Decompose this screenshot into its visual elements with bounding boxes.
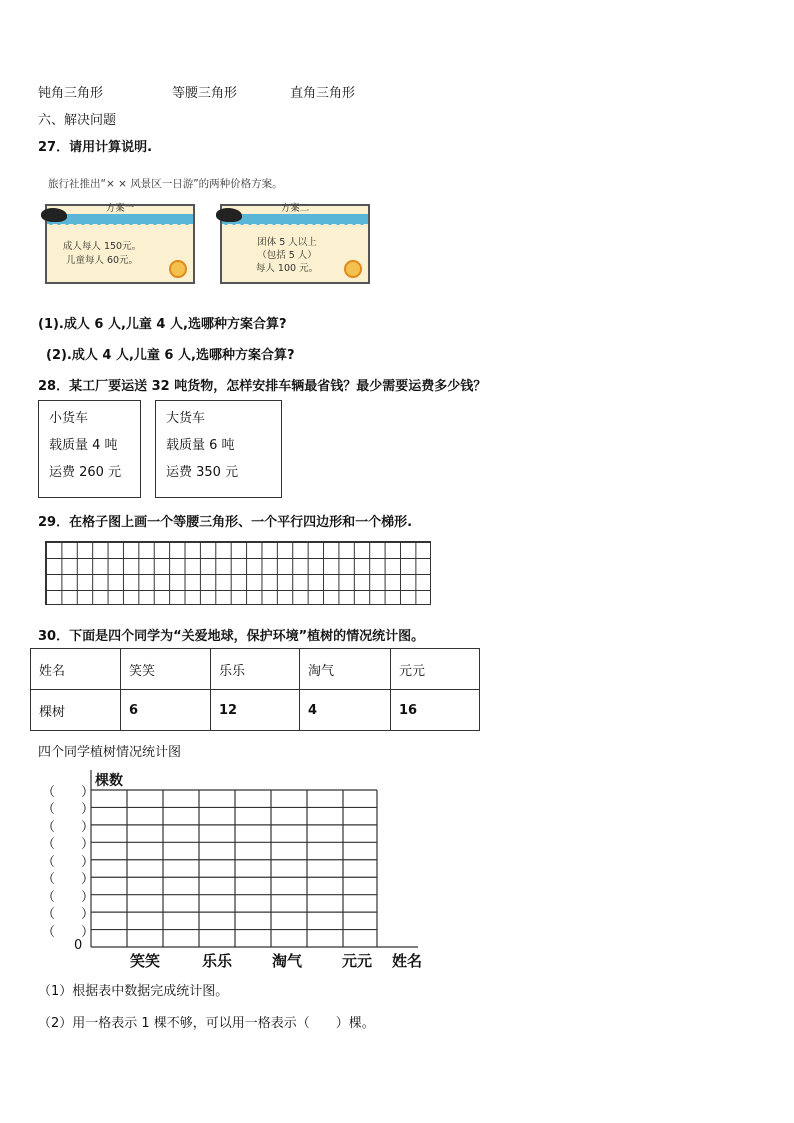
plan2-line: 每人 100 元。 <box>255 263 319 274</box>
x-axis-label: 姓名 <box>392 952 423 970</box>
y-tick-blank[interactable]: （ ） <box>42 802 95 818</box>
chart-grid <box>91 770 418 947</box>
q29-title: 29．在格子图上画一个等腰三角形、一个平行四边形和一个梯形. <box>38 515 413 530</box>
y-tick-blank[interactable]: （ ） <box>42 889 95 905</box>
lion-icon <box>344 260 362 278</box>
large-truck-name: 大货车 <box>166 411 206 426</box>
chart-title: 四个同学植树情况统计图 <box>38 745 182 760</box>
y-tick-blank[interactable]: （ ） <box>42 819 95 835</box>
q27-sub1: (1).成人 6 人,儿童 4 人,选哪种方案合算? <box>38 317 287 332</box>
small-truck-name: 小货车 <box>49 411 89 426</box>
plan2-line: （包括 5 人） <box>257 250 317 261</box>
q27-sub2: (2).成人 4 人,儿童 6 人,选哪种方案合算? <box>46 348 295 363</box>
q30-sub2: （2）用一格表示 1 棵不够，可以用一格表示（ ）棵。 <box>38 1016 375 1031</box>
x-tick-label: 乐乐 <box>202 952 233 970</box>
origin-label: 0 <box>74 938 83 953</box>
drawing-grid[interactable] <box>45 541 431 605</box>
large-truck-box <box>155 400 282 498</box>
small-truck-fee: 运费 260 元 <box>49 465 122 480</box>
table-row <box>31 649 480 690</box>
table-cell: 笑笑 <box>121 649 211 690</box>
plan1-title: 方案一 <box>105 203 135 214</box>
table-cell: 姓名 <box>31 649 121 690</box>
y-tick-blank[interactable]: （ ） <box>42 785 95 800</box>
table-cell: 棵树 <box>31 690 121 731</box>
small-truck-box <box>38 400 141 498</box>
small-truck-load: 载质量 4 吨 <box>49 438 118 453</box>
triangle-label-isosceles: 等腰三角形 <box>172 86 238 101</box>
table-cell: 淘气 <box>300 649 391 690</box>
table-row <box>31 690 480 731</box>
q30-sub1: （1）根据表中数据完成统计图。 <box>38 984 229 999</box>
y-tick-blank[interactable]: （ ） <box>42 907 95 923</box>
plan2-line: 团体 5 人以上 <box>257 237 317 248</box>
y-tick-blank[interactable]: （ ） <box>42 872 95 888</box>
x-tick-label: 元元 <box>342 952 373 970</box>
y-tick-blank[interactable]: （ ） <box>42 924 95 940</box>
triangle-label-obtuse: 钝角三角形 <box>38 86 104 101</box>
x-tick-label: 淘气 <box>272 952 303 970</box>
triangle-label-right: 直角三角形 <box>290 86 356 101</box>
large-truck-fee: 运费 350 元 <box>166 465 239 480</box>
plan1-line: 儿童每人 60元。 <box>65 255 139 266</box>
promo-caption: 旅行社推出“× × 风景区一日游”的两种价格方案。 <box>48 178 283 190</box>
tree-table <box>30 648 480 731</box>
large-truck-load: 载质量 6 吨 <box>166 438 235 453</box>
table-cell: 16 <box>391 690 480 731</box>
table-cell: 元元 <box>391 649 480 690</box>
q30-title: 30．下面是四个同学为“关爱地球，保护环境”植树的情况统计图。 <box>38 629 425 644</box>
table-cell: 12 <box>211 690 300 731</box>
q28-title: 28．某工厂要运送 32 吨货物，怎样安排车辆最省钱？最少需要运费多少钱？ <box>38 379 487 394</box>
y-tick-blank[interactable]: （ ） <box>42 854 95 870</box>
y-axis-label: 棵数 <box>95 773 123 789</box>
plan1-line: 成人每人 150元。 <box>62 241 142 252</box>
table-cell: 6 <box>121 690 211 731</box>
plan2-title: 方案二 <box>280 203 310 214</box>
x-tick-label: 笑笑 <box>130 952 161 970</box>
table-cell: 乐乐 <box>211 649 300 690</box>
table-cell: 4 <box>300 690 391 731</box>
q27-title: 27．请用计算说明. <box>38 140 153 155</box>
lion-icon <box>169 260 187 278</box>
section-title: 六、解决问题 <box>38 113 117 128</box>
plan1-card <box>45 204 195 284</box>
plan2-card <box>220 204 370 284</box>
y-tick-blank[interactable]: （ ） <box>42 837 95 853</box>
